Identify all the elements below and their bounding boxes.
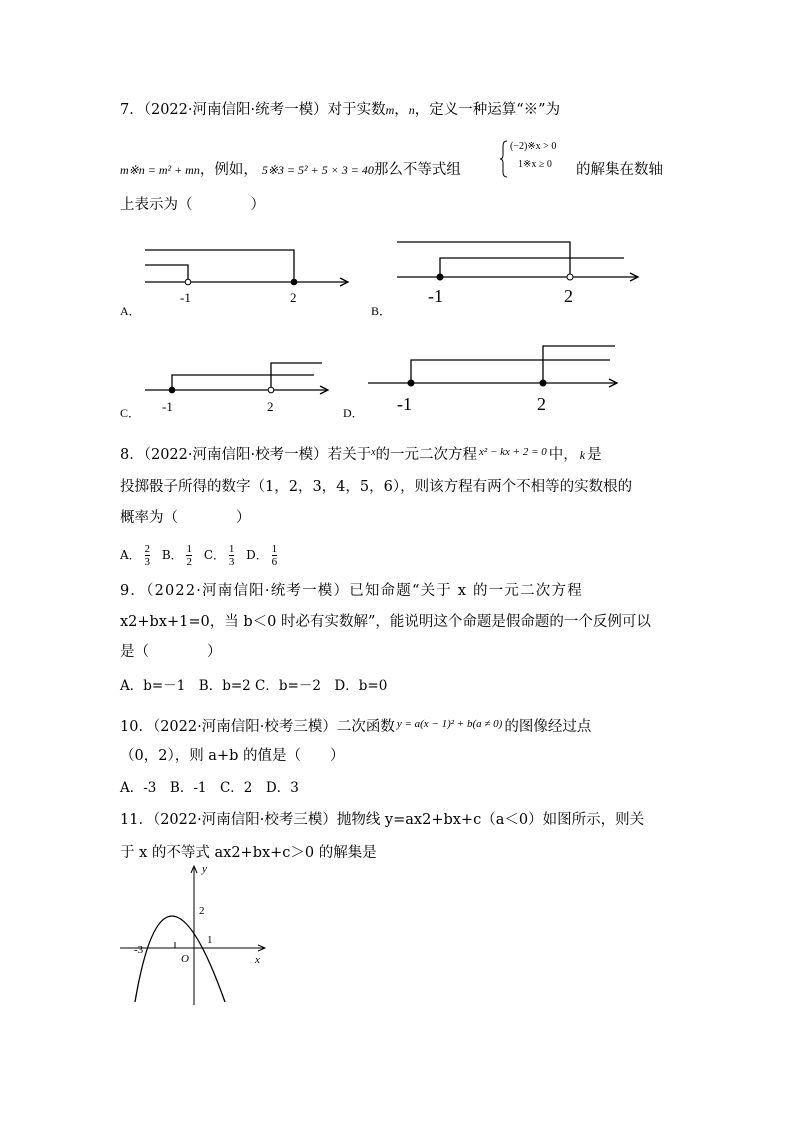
q9-line2: x2+bx+1=0，当 b＜0 时必有实数解”，能说明这个命题是假命题的一个反例可以 [120,614,651,630]
q7-line1 [120,100,560,120]
q8-option-d-fraction [272,543,278,568]
q7-example-prefix: ，例如， [199,162,258,178]
denominator: 6 [271,556,278,568]
tick-label-left: -1 [397,394,412,414]
q7-definition-formula: m※n = m² + mn [120,163,200,177]
numerator: 1 [228,543,235,555]
shade-right [172,375,314,390]
tick-label-left: -1 [180,290,191,305]
q8-equation: x² − kx + 2 = 0 [479,446,547,458]
q7-system-row1: (−2)※x > 0 [510,141,557,152]
left-root-label: -3 [134,944,144,956]
q8-text-d: 是 [587,447,602,463]
q10-line2: （0，2），则 a+b 的值是（ ） [120,748,345,764]
solid-point-icon [408,380,414,386]
q10-line1 [120,714,591,737]
shade-right-high [271,363,322,390]
tick-label-right: 2 [537,394,546,414]
q7-option-b-label: B． [371,304,392,318]
solid-point-icon [437,274,443,280]
q10-text-b: 的图像经过点 [504,719,592,735]
open-point-icon [185,279,191,285]
q7-option-c-number-line [140,345,340,415]
q8-line3: 概率为（ ） [120,510,251,526]
q7-example-suffix: 那么不等式组 [373,162,461,178]
solid-point-icon [291,279,297,285]
q7-line3: 上表示为（ ） [120,197,265,213]
q10-options: A．-3 B．-1 C．2 D．3 [120,780,299,796]
q8-text-c: 中， [548,447,578,463]
q9-line1: 9．（2022·河南信阳·统考一模）已知命题“关于 x 的一元二次方程 [120,583,583,599]
brace-icon [500,140,508,178]
shade-right-high [543,346,615,383]
q8-var-x: x [371,447,376,458]
shade-right-low [440,258,624,277]
q11-line2: 于 x 的不等式 ax2+bx+c＞0 的解集是 [120,845,377,861]
q8-text-a: 8．（2022·河南信阳·校考一模）若关于 [120,447,372,463]
q8-option-a-fraction [145,543,151,568]
denominator: 3 [144,556,150,568]
q8-option-c-fraction [229,543,235,568]
tick-label-left: -1 [162,399,173,414]
q8-option-b-label: B． [161,548,183,562]
solid-point-icon [540,380,546,386]
q9-options: A．b=－1 B．b=2 C．b=－2 D．b=0 [120,678,388,694]
right-root-label: 1 [207,934,213,946]
shade-top [145,250,294,282]
q7-separator: ， [394,102,409,118]
q8-option-a-label: A． [120,548,141,562]
numerator: 1 [186,543,192,555]
q7-text: 7．（2022·河南信阳·统考一模）对于实数 [120,102,386,118]
shade-top [397,242,570,277]
open-point-icon [268,387,274,393]
q7-option-d-number-line [365,338,635,418]
y-axis-label: y [202,863,207,875]
q7-option-b-number-line [392,232,652,312]
parabola-curve [135,916,225,1002]
tick-label-left: -1 [428,286,443,306]
q7-text-end: ，定义一种运算“※”为 [414,102,561,118]
q8-line2: 投掷骰子所得的数字（1，2，3，4，5，6），则该方程有两个不相等的实数根的 [120,479,633,495]
q7-var-m: m [385,103,395,117]
q7-inequality-system [502,138,556,174]
q7-line2 [120,160,461,180]
q7-option-d-label: D． [343,406,364,420]
q7-after-system: 的解集在数轴 [576,162,663,178]
open-point-icon [567,274,573,280]
y-intercept-label: 2 [199,905,205,917]
q7-option-c-label: C． [120,406,141,420]
denominator: 2 [186,556,192,568]
q10-text-a: 10．（2022·河南信阳·校考三模）二次函数 [120,719,395,735]
q8-option-c-label: C． [203,548,225,562]
denominator: 3 [228,556,235,568]
q7-option-a-label: A． [120,304,141,318]
origin-label: O [181,953,189,965]
q10-formula: y = a(x − 1)² + b(a ≠ 0) [396,718,503,730]
q7-option-a-number-line [140,240,360,310]
tick-label-right: 2 [564,286,573,306]
q8-var-k: k [579,448,586,462]
numerator: 1 [271,543,278,555]
tick-label-right: 2 [267,399,274,414]
q8-option-b-fraction [186,543,192,568]
shade-right [411,360,610,383]
q7-system-row2: 1※x ≥ 0 [518,159,552,170]
q7-var-n: n [408,103,415,117]
numerator: 2 [144,543,150,555]
q8-line1 [120,442,602,465]
x-axis-label: x [255,954,260,966]
shade-left [145,265,188,282]
q8-option-d-label: D． [246,548,268,562]
q11-parabola-graph [115,860,275,1010]
q7-example-formula: 5※3 = 5² + 5 × 3 = 40 [261,163,374,177]
q8-text-b: 的一元二次方程 [375,447,478,463]
q8-options [120,540,277,570]
q11-line1: 11．（2022·河南信阳·校考三模）抛物线 y=ax2+bx+c（a＜0）如图所示，则关 [120,812,645,828]
q9-line3: 是（ ） [120,644,222,660]
solid-point-icon [169,387,175,393]
tick-label-right: 2 [290,290,297,305]
